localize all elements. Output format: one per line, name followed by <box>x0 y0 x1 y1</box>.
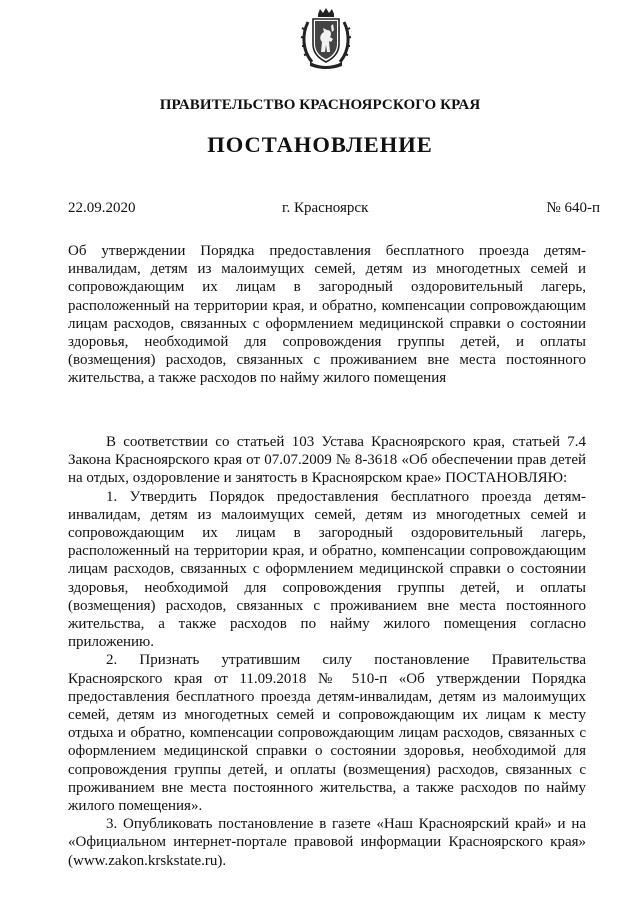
preamble-paragraph: В соответствии со статьей 103 Устава Красноярского края, статьей 7.4 Закона Красноярского края от 07.07.2009 № 8-3618 «Об обеспечении прав детей на отдых, оздоровление и занятость в Красноярском крае» ПОСТАНОВЛЯЮ: <box>68 434 586 487</box>
document-number: № 640-п <box>546 200 600 216</box>
document-title: ПОСТАНОВЛЕНИЕ <box>207 132 433 157</box>
government-name: ПРАВИТЕЛЬСТВО КРАСНОЯРСКОГО КРАЯ <box>159 97 481 113</box>
item-1-paragraph: 1. Утвердить Порядок предоставления бесплатного проезда детям-инвалидам, детям из малоимущих семей, детям из многодетных семей и сопровождающим их лицам в загородный оздоровительный лагерь, расположенный на территории края, и обратно, компенсации сопровождающим лицам расходов, связанных с оформлением медицинской справки о состоянии здоровья, необходимой для сопровождения группы детей, и оплаты (возмещения) расходов, связанных с проживанием вне места постоянного жительства, а также расходов по найму жилого помещения согласно приложению. <box>68 488 586 651</box>
item-2-paragraph: 2. Признать утратившим силу постановление Правительства Красноярского края от 11.09.2018 № 510-п «Об утверждении Порядка предоставления бесплатного проезда детям-инвалидам, детям из малоимущих семей, детям из многодетных семей и сопровождающим их лицам к месту отдыха и обратно, компенсации сопровождающим лицам расходов, связанных с оформлением медицинской справки о состоянии здоровья, необходимой для сопровождения группы детей, и оплаты (возмещения) расходов, связанных с проживанием вне места постоянного жительства, а также расходов по найму жилого помещения». <box>68 652 586 815</box>
document-city: г. Красноярск <box>282 200 369 216</box>
document-body <box>68 433 586 870</box>
document-date: 22.09.2020 <box>68 200 136 216</box>
coat-of-arms-icon <box>298 8 354 72</box>
item-3-paragraph: 3. Опубликовать постановление в газете «Наш Красноярский край» и на «Официальном интернет-портале правовой информации Красноярского края» (www.zakon.krskstate.ru). <box>68 816 586 869</box>
document-subject: Об утверждении Порядка предоставления бесплатного проезда детям-инвалидам, детям из малоимущих семей, детям из многодетных семей и сопровождающим их лицам в загородный оздоровительный лагерь, расположенный на территории края, и обратно, компенсации сопровождающим лицам расходов, связанных с оформлением медицинской справки о состоянии здоровья, необходимой для сопровождения группы детей, и оплаты (возмещения) расходов, связанных с проживанием вне места постоянного жительства, а также расходов по найму жилого помещения <box>68 243 586 387</box>
